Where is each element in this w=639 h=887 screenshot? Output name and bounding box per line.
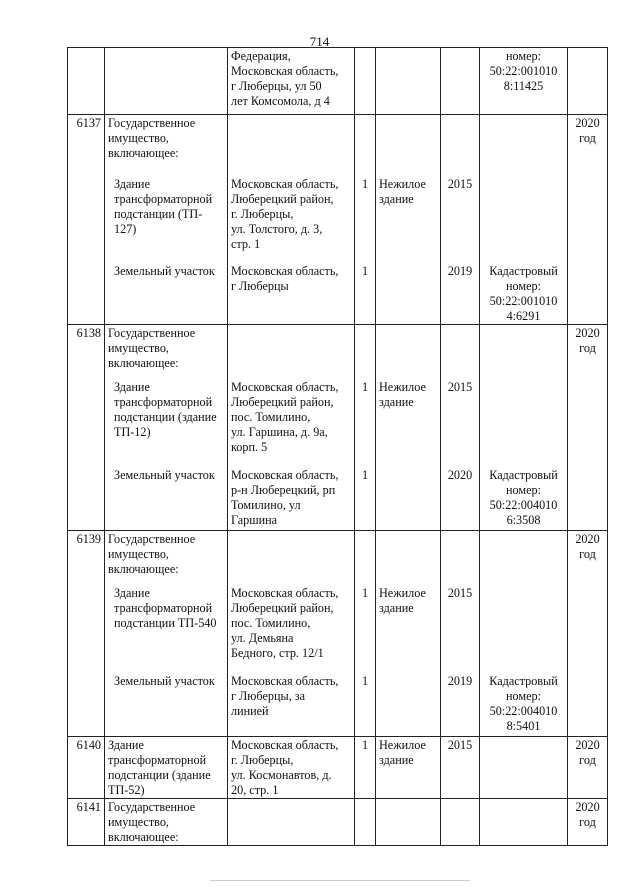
- record-title: Государственное имущество, включающее:: [108, 532, 196, 576]
- cadastral-cell: [480, 799, 568, 846]
- item-year: 2015: [441, 737, 480, 799]
- type-cell: [376, 115, 441, 325]
- year-flag: 2020 год: [568, 325, 608, 531]
- type-cell: [376, 325, 441, 531]
- page-number: 714: [309, 34, 330, 49]
- record-name-cell: [105, 325, 228, 531]
- item-year: 2015: [447, 177, 473, 191]
- address-cell: Федерация, Московская область, г Люберцы, ул 50 лет Комсомола, д 4: [228, 48, 355, 115]
- record-number: 6141: [68, 799, 105, 846]
- item-cadastral: Кадастровый номер: 50:22:004010 6:3508: [489, 468, 558, 527]
- record-name-cell: [105, 115, 228, 325]
- item-cadastral: [483, 177, 564, 264]
- item-address: Московская область, Люберецкий район, г. Люберцы, ул. Толстого, д. 3, стр. 1: [231, 177, 339, 251]
- item-year: 2019: [447, 264, 473, 278]
- record-name-cell: [105, 48, 228, 115]
- page-bottom-edge: [210, 880, 470, 881]
- item-name: Здание трансформаторной подстанции (ТП- 127): [114, 177, 213, 236]
- address-cell: [228, 737, 355, 799]
- year-cell: [441, 115, 480, 325]
- item-address: Московская область, г. Люберцы, ул. Космонавтов, д. 20, стр. 1: [231, 738, 339, 797]
- year-cell: [441, 325, 480, 531]
- record-number: 6139: [68, 531, 105, 737]
- record-number: 6140: [68, 737, 105, 799]
- year-cell: [441, 531, 480, 737]
- item-year: 2019: [447, 674, 473, 688]
- item-address: Московская область, Люберецкий район, пос. Томилино, ул. Демьяна Бедного, стр. 12/1: [231, 586, 339, 660]
- item-name: Земельный участок: [114, 468, 215, 482]
- item-cadastral: Кадастровый номер: 50:22:004010 8:5401: [489, 674, 558, 733]
- item-cadastral: [483, 586, 564, 674]
- year-flag-cell: [568, 48, 608, 115]
- record-number: 6138: [68, 325, 105, 531]
- table-row: [68, 325, 608, 531]
- item-quantity: 1: [361, 674, 369, 688]
- item-cadastral: [480, 737, 568, 799]
- year-cell: [441, 799, 480, 846]
- cadastral-cell: номер: 50:22:001010 8:11425: [480, 48, 568, 115]
- table-row: [68, 737, 608, 799]
- record-number-cell: [68, 48, 105, 115]
- type-cell: [376, 531, 441, 737]
- item-address: Московская область, р-н Люберецкий, рп Томилино, ул Гаршина: [231, 468, 339, 527]
- record-name-cell: [105, 799, 228, 846]
- item-year: 2015: [447, 586, 473, 600]
- item-name: Земельный участок: [114, 674, 215, 688]
- type-cell: [376, 48, 441, 115]
- item-name: Здание трансформаторной подстанции (здание ТП-12): [114, 380, 217, 439]
- item-type: Нежилое здание: [379, 586, 426, 615]
- year-flag: 2020 год: [568, 115, 608, 325]
- record-title: Государственное имущество, включающее:: [108, 116, 196, 160]
- item-quantity: 1: [355, 737, 376, 799]
- year-cell: [441, 48, 480, 115]
- address-cell: [228, 115, 355, 325]
- type-cell: [376, 737, 441, 799]
- record-title: Государственное имущество, включающее:: [108, 326, 196, 370]
- cadastral-cell: [480, 115, 568, 325]
- item-quantity: 1: [361, 264, 369, 278]
- record-name-cell: [105, 737, 228, 799]
- item-quantity: 1: [361, 177, 369, 191]
- quantity-cell: [355, 325, 376, 531]
- address-cell: [228, 325, 355, 531]
- item-quantity: 1: [361, 468, 369, 482]
- quantity-cell: [355, 531, 376, 737]
- item-cadastral: Кадастровый номер: 50:22:001010 4:6291: [489, 264, 558, 323]
- item-name: Земельный участок: [114, 264, 215, 278]
- address-cell: [228, 531, 355, 737]
- year-flag: 2020 год: [568, 531, 608, 737]
- table-row: [68, 48, 608, 115]
- record-name-cell: [105, 531, 228, 737]
- item-type: Нежилое здание: [379, 177, 426, 206]
- item-year: 2015: [447, 380, 473, 394]
- record-title: Государственное имущество, включающее:: [108, 800, 196, 844]
- address-cell: [228, 799, 355, 846]
- item-quantity: 1: [361, 380, 369, 394]
- quantity-cell: [355, 48, 376, 115]
- quantity-cell: [355, 799, 376, 846]
- item-type: Нежилое здание: [379, 738, 426, 767]
- cadastral-cell: [480, 531, 568, 737]
- item-quantity: 1: [361, 586, 369, 600]
- type-cell: [376, 799, 441, 846]
- table-row: [68, 799, 608, 846]
- property-register-table: [67, 47, 608, 846]
- item-name: Здание трансформаторной подстанции ТП-540: [114, 586, 217, 630]
- cadastral-cell: [480, 325, 568, 531]
- table-row: [68, 531, 608, 737]
- item-address: Московская область, г Люберцы: [231, 264, 339, 293]
- item-address: Московская область, Люберецкий район, пос. Томилино, ул. Гаршина, д. 9а, корп. 5: [231, 380, 339, 454]
- quantity-cell: [355, 115, 376, 325]
- table-row: [68, 115, 608, 325]
- item-type: Нежилое здание: [379, 380, 426, 409]
- item-year: 2020: [447, 468, 473, 482]
- year-flag: 2020 год: [568, 737, 608, 799]
- item-cadastral: [483, 380, 564, 468]
- item-address: Московская область, г Люберцы, за линией: [231, 674, 339, 718]
- record-number: 6137: [68, 115, 105, 325]
- year-flag: 2020 год: [568, 799, 608, 846]
- item-name: Здание трансформаторной подстанции (здание ТП-52): [108, 738, 211, 797]
